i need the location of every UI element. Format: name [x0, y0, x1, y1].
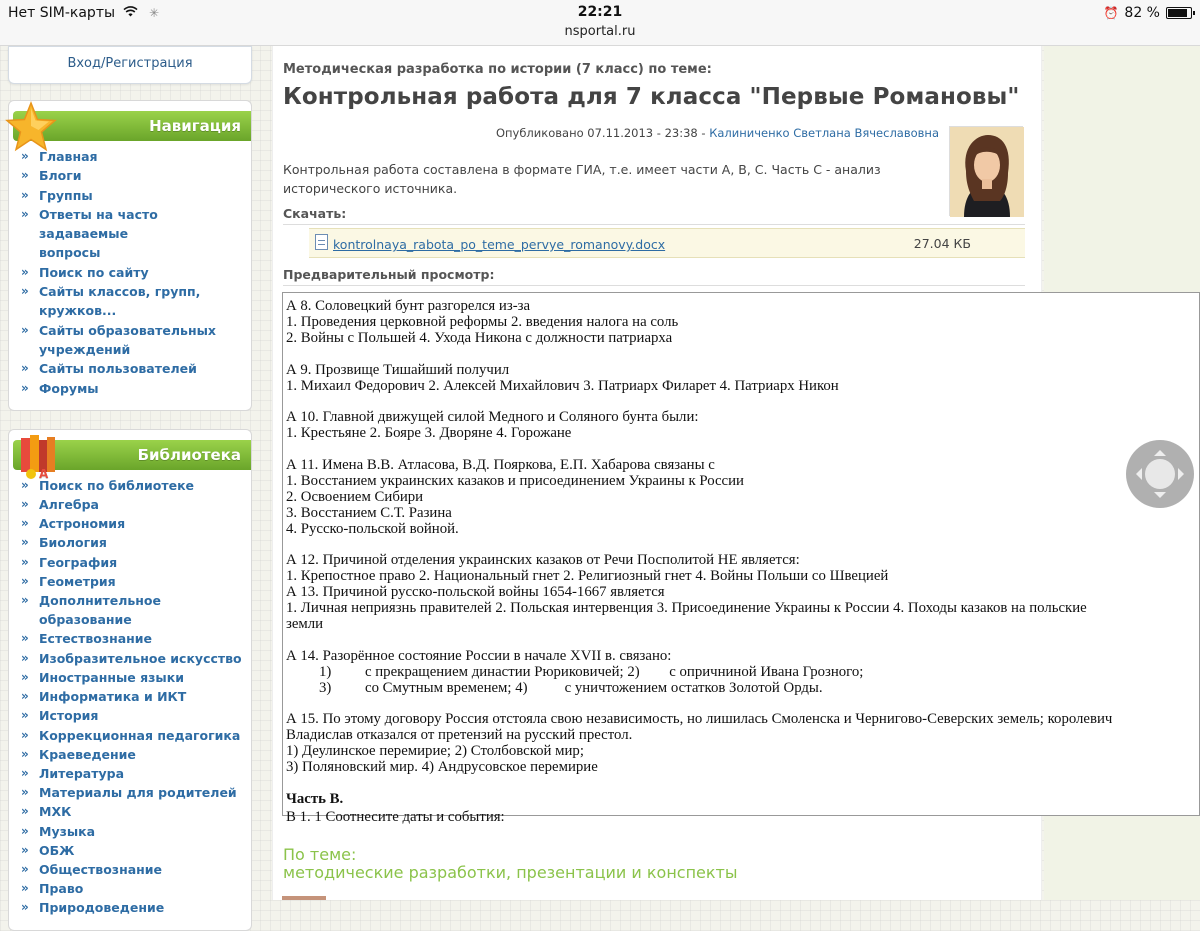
preview-part-heading: Часть В. — [286, 790, 344, 807]
alarm-icon: ⏰ — [1103, 6, 1119, 20]
library-item[interactable]: » Информатика и ИКТ — [9, 687, 251, 706]
nav-item-class-sites-cont[interactable]: кружков... — [39, 303, 117, 319]
preview-line: 1. Крестьяне 2. Бояре 3. Дворяне 4. Горожане — [286, 425, 572, 442]
preview-blank-line — [286, 538, 1196, 554]
preview-line: земли — [286, 616, 324, 633]
bullet-icon: » — [21, 900, 29, 915]
bullet-icon: » — [21, 861, 29, 876]
nav-item-groups[interactable]: » Группы — [9, 186, 251, 205]
bullet-icon: » — [21, 765, 29, 780]
file-size: 27.04 КБ — [913, 236, 971, 251]
document-icon — [315, 234, 328, 250]
author-avatar[interactable] — [949, 126, 1023, 216]
navigation-block — [8, 100, 252, 411]
bullet-icon: » — [21, 516, 29, 531]
bullet-icon: » — [21, 785, 29, 800]
bullet-icon: » — [21, 535, 29, 550]
arrow-up-icon — [1154, 444, 1166, 456]
preview-line: 1. Личная неприязнь правителей 2. Польская интервенция 3. Присоединение Украины к России 4. Походы казаков на польские — [286, 600, 1087, 617]
library-item[interactable]: » Природоведение — [9, 898, 251, 917]
preview-cut-line: В 1. 1 Соотнесите даты и события: — [286, 808, 505, 825]
library-item[interactable]: » Обществознание — [9, 860, 251, 879]
preview-line: 2. Войны с Польшей 4. Ухода Никона с должности патриарха — [286, 329, 673, 346]
preview-line: 3. Восстанием С.Т. Разина — [286, 504, 452, 521]
file-attachment-row — [309, 228, 1025, 258]
preview-line: А 15. По этому договору Россия отстояла свою независимость, но лишилась Смоленска и Чернигово-Северских земель; королевич — [286, 711, 1113, 728]
document-preview[interactable] — [282, 292, 1200, 825]
library-title: Библиотека — [137, 445, 241, 464]
svg-text:A: A — [39, 466, 49, 481]
preview-text-block — [286, 697, 1196, 792]
login-register-link[interactable]: Вход/Регистрация — [8, 46, 252, 84]
library-item[interactable]: » Изобразительное искусство — [9, 649, 251, 668]
bullet-icon: » — [21, 187, 29, 202]
bullet-icon: » — [21, 689, 29, 704]
preview-blank-line — [286, 347, 1196, 363]
nav-item-blogs[interactable]: » Блоги — [9, 166, 251, 185]
bullet-icon: » — [21, 554, 29, 569]
library-block — [8, 429, 252, 931]
nav-item-forums[interactable]: » Форумы — [9, 379, 251, 398]
sidebar — [8, 46, 252, 931]
preview-line: А 11. Имена В.В. Атласова, В.Д. Пояркова, Е.П. Хабарова связаны с — [286, 457, 715, 474]
library-item[interactable]: » Биология — [9, 533, 251, 552]
library-item[interactable]: » Материалы для родителей — [9, 783, 251, 802]
bullet-icon: » — [21, 746, 29, 761]
author-photo — [950, 127, 1024, 217]
preview-option-line: 1) с прекращением династии Рюриковичей; 2) с опричниной Ивана Грозного; — [319, 663, 864, 680]
bullet-icon: » — [21, 727, 29, 742]
nav-item-faq-cont[interactable]: вопросы — [39, 245, 101, 261]
preview-line: 3) Поляновский мир. 4) Андрусовское перемирие — [286, 759, 598, 776]
preview-option-line: 3) со Смутным временем; 4) с уничтожением остатков Золотой Орды. — [319, 679, 823, 696]
library-item[interactable]: » ОБЖ — [9, 841, 251, 860]
nav-item-edu-sites[interactable]: » Сайты образовательных — [9, 321, 251, 340]
related-heading — [283, 846, 738, 882]
library-item[interactable]: » География — [9, 553, 251, 572]
carrier-label: Нет SIM-карты — [8, 5, 116, 21]
nav-item-search[interactable]: » Поиск по сайту — [9, 263, 251, 282]
bullet-icon: » — [21, 284, 29, 299]
preview-line: 2. Освоением Сибири — [286, 488, 424, 505]
preview-line: 4. Русско-польской войной. — [286, 520, 459, 537]
bullet-icon: » — [21, 361, 29, 376]
author-link[interactable]: Калиниченко Светлана Вячеславовна — [709, 126, 939, 140]
library-item[interactable]: » Алгебра — [9, 495, 251, 514]
bullet-icon: » — [21, 669, 29, 684]
library-item[interactable]: » Дополнительное образование — [21, 593, 161, 628]
preview-line: 1. Проведения церковной реформы 2. введения налога на соль — [286, 313, 679, 330]
library-item[interactable]: » История — [9, 706, 251, 725]
preview-line: А 14. Разорённое состояние России в начале XVII в. связано: — [286, 647, 672, 664]
preview-text-block — [286, 299, 1196, 665]
nav-item-home[interactable]: » Главная — [9, 147, 251, 166]
library-item[interactable]: » Естествознание — [9, 629, 251, 648]
bullet-icon: » — [21, 842, 29, 857]
preview-line: 1. Крепостное право 2. Национальный гнет 2. Религиозный гнет 4. Войны Польши со Швецией — [286, 568, 889, 585]
bullet-icon: » — [21, 477, 29, 492]
bullet-icon: » — [21, 206, 29, 221]
preview-blank-line — [286, 697, 1196, 713]
library-item[interactable]: » МХК — [9, 802, 251, 821]
library-item[interactable]: » Иностранные языки — [9, 668, 251, 687]
nav-item-edu-sites-cont[interactable]: учреждений — [39, 341, 131, 357]
center-dot-icon — [1145, 459, 1175, 489]
nav-item-class-sites[interactable]: » Сайты классов, групп, — [9, 282, 251, 301]
library-item[interactable]: » Астрономия — [9, 514, 251, 533]
arrow-right-icon — [1178, 468, 1190, 480]
battery-status — [1103, 5, 1192, 21]
library-item[interactable]: » Геометрия — [9, 572, 251, 591]
library-item[interactable]: » Музыка — [9, 822, 251, 841]
bullet-icon: » — [21, 650, 29, 665]
article-description: Контрольная работа составлена в формате ГИА, т.е. имеет части А, В, С. Часть С - анализ исторического источника. — [283, 162, 881, 196]
preview-blank-line — [286, 776, 1196, 792]
bullet-icon: » — [21, 573, 29, 588]
navigation-header — [13, 111, 251, 141]
bullet-icon: » — [21, 264, 29, 279]
library-item[interactable]: » Литература — [9, 764, 251, 783]
address-domain[interactable]: nsportal.ru — [564, 24, 636, 39]
arrow-down-icon — [1154, 492, 1166, 504]
navigation-title: Навигация — [149, 117, 241, 135]
arrow-left-icon — [1130, 468, 1142, 480]
clock: 22:21 — [577, 4, 623, 20]
nav-item-user-sites[interactable]: » Сайты пользователей — [9, 359, 251, 378]
battery-icon — [1166, 7, 1192, 19]
library-list — [9, 476, 251, 918]
assistive-touch-button[interactable] — [1126, 440, 1194, 508]
bullet-icon: » — [21, 708, 29, 723]
preview-line: А 13. Причиной русско-польской войны 1654-1667 является — [286, 584, 665, 601]
divider — [283, 224, 1025, 225]
bullet-icon: » — [21, 322, 29, 337]
preview-line: 1) Деулинское перемирие; 2) Столбовской мир; — [286, 743, 584, 760]
divider — [283, 285, 1025, 286]
publication-info — [496, 126, 939, 140]
preview-blank-line — [286, 394, 1196, 410]
download-label: Скачать: — [283, 206, 347, 221]
related-heading-line1: По теме: — [283, 845, 357, 864]
related-thumbnail[interactable] — [282, 896, 326, 900]
nav-item-faq[interactable]: » Ответы на часто задаваемые — [21, 206, 158, 242]
preview-line: 1. Михаил Федорович 2. Алексей Михайлович 3. Патриарх Филарет 4. Патриарх Никон — [286, 377, 839, 394]
file-download-link[interactable]: kontrolnaya_rabota_po_teme_pervye_romanovy.docx — [333, 237, 666, 252]
library-header — [13, 440, 251, 481]
library-item[interactable]: » Право — [9, 879, 251, 898]
navigation-list — [9, 147, 251, 398]
bullet-icon: » — [21, 149, 29, 163]
bullet-icon: » — [21, 380, 29, 395]
status-bar — [0, 0, 1200, 46]
library-item[interactable]: » Краеведение — [9, 745, 251, 764]
bullet-icon: » — [21, 497, 29, 512]
preview-line: Владислав отказался от претензий на русский престол. — [286, 727, 633, 744]
preview-line: А 10. Главной движущей силой Медного и Соляного бунта были: — [286, 409, 699, 426]
page-title: Контрольная работа для 7 класса "Первые Романовы" — [283, 84, 1020, 110]
bullet-icon: » — [21, 168, 29, 183]
article-kicker: Методическая разработка по истории (7 класс) по теме: — [283, 62, 712, 77]
preview-line: А 12. Причиной отделения украинских казаков от Речи Посполитой НЕ является: — [286, 552, 800, 569]
star-icon — [5, 101, 57, 153]
library-item[interactable]: » Коррекционная педагогика — [9, 726, 251, 745]
preview-blank-line — [286, 442, 1196, 458]
library-item[interactable]: » Поиск по библиотеке — [9, 476, 251, 495]
preview-blank-line — [286, 633, 1196, 649]
books-icon — [17, 432, 61, 480]
battery-percent: 82 % — [1124, 5, 1160, 21]
loading-spinner-icon: ✳ — [148, 6, 159, 20]
related-heading-line2: методические разработки, презентации и конспекты — [283, 863, 738, 882]
bullet-icon: » — [21, 881, 29, 896]
preview-line: 1. Восстанием украинских казаков и присоединением Украины к России — [286, 472, 744, 489]
preview-line: А 9. Прозвище Тишайший получил — [286, 361, 510, 378]
bullet-icon: » — [21, 593, 29, 608]
bullet-icon: » — [21, 804, 29, 819]
preview-line: А 8. Соловецкий бунт разгорелся из-за — [286, 298, 531, 314]
bullet-icon: » — [21, 823, 29, 838]
publication-date: Опубликовано 07.11.2013 - 23:38 - — [495, 126, 710, 140]
preview-label: Предварительный просмотр: — [283, 267, 495, 282]
bullet-icon: » — [21, 631, 29, 646]
